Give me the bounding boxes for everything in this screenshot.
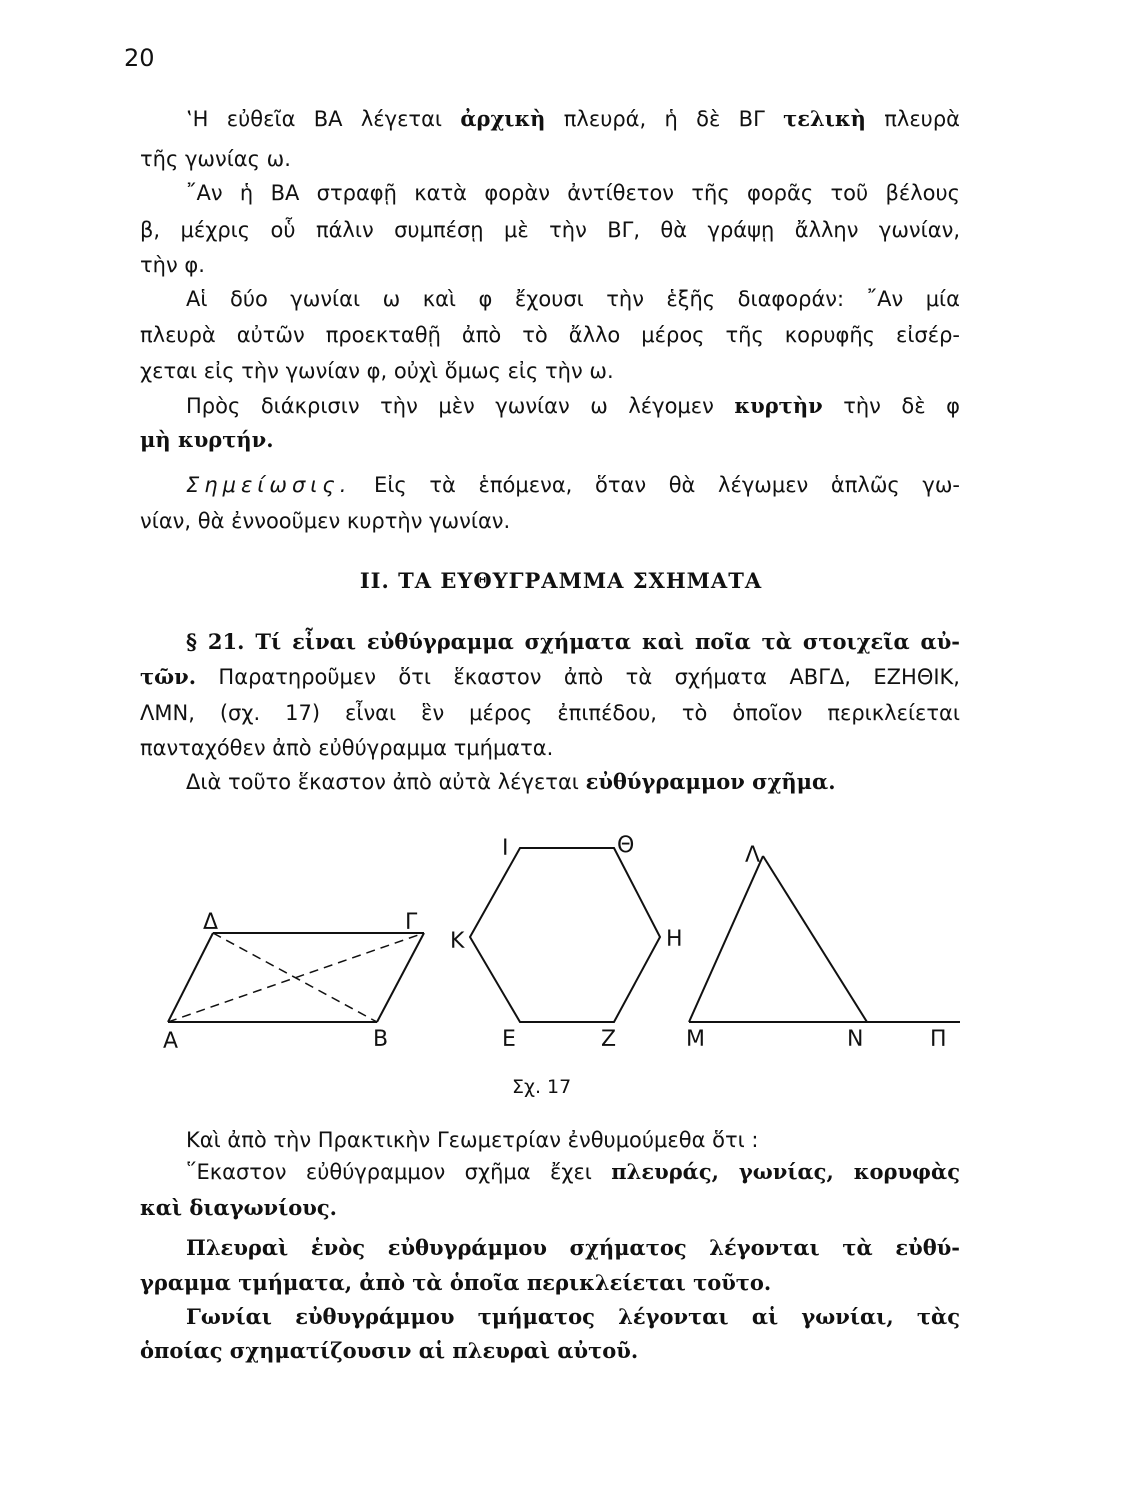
label-beta: Β xyxy=(373,1027,389,1052)
para6-line: Καὶ ἀπὸ τὴν Πρακτικὴν Γεωμετρίαν ἐνθυμούμεθα ὅτι : xyxy=(186,1128,759,1152)
page-number: 20 xyxy=(124,44,155,72)
para2-line3: τὴν φ. xyxy=(140,253,205,277)
label-alpha: Α xyxy=(163,1029,179,1054)
para3-line2: πλευρὰ αὐτῶν προεκταθῇ ἀπὸ τὸ ἄλλο μέρος τῆς κορυφῆς εἰσέρ- xyxy=(140,323,960,347)
para3-line3: χεται εἰς τὴν γωνίαν φ, οὐχὶ ὅμως εἰς τὴν ω. xyxy=(140,359,614,383)
para9-line1: Γωνίαι εὐθυγράμμου τμήματος λέγονται αἱ γωνίαι, τὰς xyxy=(186,1304,960,1329)
label-nu: Ν xyxy=(847,1027,864,1052)
term-convex: κυρτὴν xyxy=(734,393,823,418)
para2-line2: β, μέχρις οὗ πάλιν συμπέσῃ μὲ τὴν ΒΓ, θὰ γράψῃ ἄλλην γωνίαν, xyxy=(140,218,960,242)
side-lm xyxy=(689,856,763,1022)
parallelogram xyxy=(168,933,424,1022)
para5-line: Διὰ τοῦτο ἕκαστον ἀπὸ αὐτὰ λέγεται εὐθύγραμμον σχῆμα. xyxy=(186,769,836,794)
label-zeta: Ζ xyxy=(601,1027,617,1052)
note-label: Σημείωσις. xyxy=(186,473,352,497)
label-delta: Δ xyxy=(203,910,219,935)
term-initial-side: ἀρχικὴ xyxy=(460,106,546,131)
para2-line1: ῎Αν ἡ ΒΑ στραφῇ κατὰ φορὰν ἀντίθετον τῆς φορᾶς τοῦ βέλους xyxy=(186,181,960,205)
para1-line1: ‛Η εὐθεῖα ΒΑ λέγεται ἀρχικὴ πλευρά, ἡ δὲ ΒΓ τελικὴ πλευρὰ xyxy=(186,106,960,131)
label-iota: Ι xyxy=(502,836,509,861)
diagonal-db xyxy=(213,933,377,1022)
label-gamma: Γ xyxy=(405,910,418,935)
para21-line4: πανταχόθεν ἀπὸ εὐθύγραμμα τμήματα. xyxy=(140,736,554,760)
note-line1: Σημείωσις. Εἰς τὰ ἑπόμενα, ὅταν θὰ λέγωμεν ἁπλῶς γω- xyxy=(186,473,960,497)
section-heading: ΙΙ. ΤΑ ΕΥΘΥΓΡΑΜΜΑ ΣΧΗΜΑΤΑ xyxy=(359,568,763,593)
label-eta: Η xyxy=(666,927,683,952)
para21-line3: ΛΜΝ, (σχ. 17) εἶναι ἓν μέρος ἐπιπέδου, τὸ ὁποῖον περικλείεται xyxy=(140,701,960,725)
label-theta: Θ xyxy=(617,833,635,858)
para7-line2: καὶ διαγωνίους. xyxy=(140,1195,337,1220)
para8-line2: γραμμα τμήματα, ἀπὸ τὰ ὁποῖα περικλείεται τοῦτο. xyxy=(140,1270,772,1295)
figure-17 xyxy=(0,820,1122,1070)
para7-line1: ῞Εκαστον εὐθύγραμμον σχῆμα ἔχει πλευράς, γωνίας, κορυφὰς xyxy=(186,1159,960,1184)
label-pi: Π xyxy=(930,1027,947,1052)
term-elements: πλευράς, γωνίας, κορυφὰς xyxy=(611,1159,960,1184)
para4-line2: μὴ κυρτήν. xyxy=(140,427,274,452)
figure-caption: Σχ. 17 xyxy=(512,1076,572,1098)
label-mu: Μ xyxy=(686,1027,705,1052)
para21-title-line1: § 21. Τί εἶναι εὐθύγραμμα σχήματα καὶ ποῖα τὰ στοιχεῖα αὐ- xyxy=(186,629,960,654)
term-rectilinear-figure: εὐθύγραμμον σχῆμα. xyxy=(585,769,836,794)
para21-line2: τῶν. Παρατηροῦμεν ὅτι ἕκαστον ἀπὸ τὰ σχήματα ΑΒΓΔ, ΕΖΗΘΙΚ, xyxy=(140,664,960,689)
hexagon xyxy=(470,848,660,1022)
para8-line1: Πλευραὶ ἑνὸς εὐθυγράμμου σχήματος λέγονται τὰ εὐθύ- xyxy=(186,1235,960,1260)
side-da xyxy=(168,933,213,1022)
label-kappa: Κ xyxy=(450,929,465,954)
para4-line1: Πρὸς διάκρισιν τὴν μὲν γωνίαν ω λέγομεν κυρτὴν τὴν δὲ φ xyxy=(186,393,960,418)
note-line2: νίαν, θὰ ἐννοοῦμεν κυρτὴν γωνίαν. xyxy=(140,509,511,533)
term-terminal-side: τελικὴ xyxy=(783,106,866,131)
label-lambda: Λ xyxy=(745,843,761,868)
para1-line2: τῆς γωνίας ω. xyxy=(140,147,291,171)
para9-line2: ὁποίας σχηματίζουσιν αἱ πλευραὶ αὐτοῦ. xyxy=(140,1338,639,1363)
side-nl xyxy=(763,856,867,1022)
triangle xyxy=(689,856,960,1022)
label-epsilon: Ε xyxy=(502,1027,516,1052)
para3-line1: Αἱ δύο γωνίαι ω καὶ φ ἔχουσι τὴν ἑξῆς διαφοράν: ῎Αν μία xyxy=(186,287,960,311)
